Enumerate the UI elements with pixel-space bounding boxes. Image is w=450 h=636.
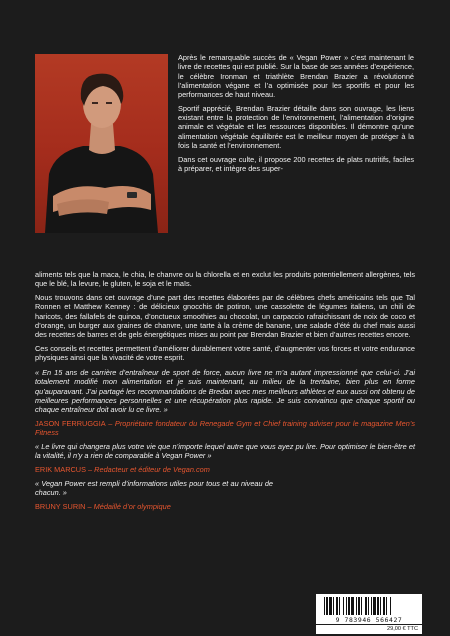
quote-attribution [35, 419, 415, 438]
intro-column [178, 53, 414, 173]
barcode-bar [329, 597, 332, 615]
barcode-bar [371, 597, 372, 615]
barcode-bar [390, 597, 391, 615]
barcode-bar [386, 597, 387, 615]
barcode-bar [373, 597, 376, 615]
quote-text: « Le livre qui changera plus votre vie que n’importe lequel autre que vous ayez pu lire. Pour optimiser le bien-être et la vitalité, il n’y a rien de comparable à Vegan Power » [35, 441, 415, 461]
barcode-bar [358, 597, 360, 615]
quote-attribution [35, 465, 415, 474]
barcode-bar [333, 597, 334, 615]
price-label: 29,00 € TTC [316, 625, 422, 634]
quote-author: BRUNY SURIN [35, 501, 86, 511]
body-paragraph-4: Nous trouvons dans cet ouvrage d’une part des recettes élaborées par de célèbres chefs américains tels que Tal Ronnen et Matthew Kenney : de délicieux gnocchis de potiron, une cassolette de légumes italiens, un chili de haricots, des fallafels de quinoa, d’onctueux smoothies au chocolat, un carpaccio rafraichissant de noix de coco et d’orange, un burger aux graines de chanvre, une tarte à la crème de banane, une salade d’été du chef mais aussi des recettes de barres et de gels énergétiques mises au point par Brendan Brazier et bien d’autres recettes encore. [35, 293, 415, 340]
barcode-bar [339, 597, 340, 615]
body-paragraph-3-end: aliments tels que la maca, le chia, le chanvre ou la chlorella et en exclut les produits potentiellement allergènes, tels que le blé, la levure, le gluten, le soja et le maïs. [35, 270, 415, 289]
quote-author: ERIK MARCUS [35, 465, 87, 475]
body-paragraph-5: Ces conseils et recettes permettent d’améliorer durablement votre santé, d’augmenter vos forces et votre endurance physiques ainsi que la vivacité de votre esprit. [35, 343, 415, 363]
body-text [35, 270, 415, 367]
quote-text: « Vegan Power est rempli d’informations utiles pour tous et au niveau de chacun. » [35, 478, 273, 498]
barcode-bar [365, 597, 367, 615]
intro-paragraph-3: Dans cet ouvrage culte, il propose 200 recettes de plats nutritifs, faciles à préparer, et intègre des super- [178, 154, 414, 173]
barcode-bar [326, 597, 328, 615]
quote-role: – Redacteur et éditeur de Vegan.com [86, 465, 210, 475]
barcode-bar [356, 597, 357, 615]
barcode-bar [377, 597, 379, 615]
quote-attribution [35, 502, 415, 511]
quote-role: – Médaillé d’or olympique [85, 501, 171, 511]
author-photo [35, 54, 168, 233]
barcode-bar [380, 597, 381, 615]
testimonials [35, 368, 415, 516]
barcode-bar [361, 597, 362, 615]
quote-author: JASON FERRUGGIA [35, 418, 106, 428]
barcode-bar [368, 597, 369, 615]
barcode-bar [383, 597, 385, 615]
barcode-bars [316, 594, 422, 616]
barcode-bar [336, 597, 338, 615]
barcode-bar [343, 597, 344, 615]
barcode-bar [348, 597, 350, 615]
intro-paragraph-2: Sportif apprécié, Brendan Brazier détaille dans son ouvrage, les liens existant entre la protection de l’environnement, l’alimentation d’origine animale et végétale et les ressources disponibles. Il démontre qu’une alimentation végétale équilibrée est le meilleur moyen de protéger à la fois la santé et l’environnement. [178, 103, 414, 150]
barcode-bar [351, 597, 354, 615]
intro-paragraph-1: Après le remarquable succès de « Vegan Power » c’est maintenant le livre de recettes qui est publié. Sur la base de ses années d’expérience, le célèbre Ironman et triathlète Brendan Brazier a révolutionné l’alimentation végane et l’a optimisée pour les sportifs et pour les performances de haut niveau. [178, 53, 414, 99]
barcode-bar [324, 597, 325, 615]
barcode-number: 9 783946 566427 [335, 616, 403, 624]
barcode-bar [346, 597, 347, 615]
quote-text: « En 15 ans de carrière d’entraîneur de sport de force, aucun livre ne m’a autant impressionné que celui-ci. J’ai totalement modifié mon alimentation et je suis maintenant, au milieu de la trentaine, bien plus en forme qu’auparavant. J’ai partagé les recommandations de Bredan avec mes meilleurs athlètes et eux aussi ont obtenu de meilleures performances personnelles et une récupération plus rapide. Je suis convaincu que chaque sportif ou chaque entraîneur doit avoir lu ce livre. » [35, 368, 415, 414]
quote-role: – Propriétaire fondateur du Renegade Gym et Chief training adviser pour le magazine Men’s Fitness [35, 418, 415, 438]
